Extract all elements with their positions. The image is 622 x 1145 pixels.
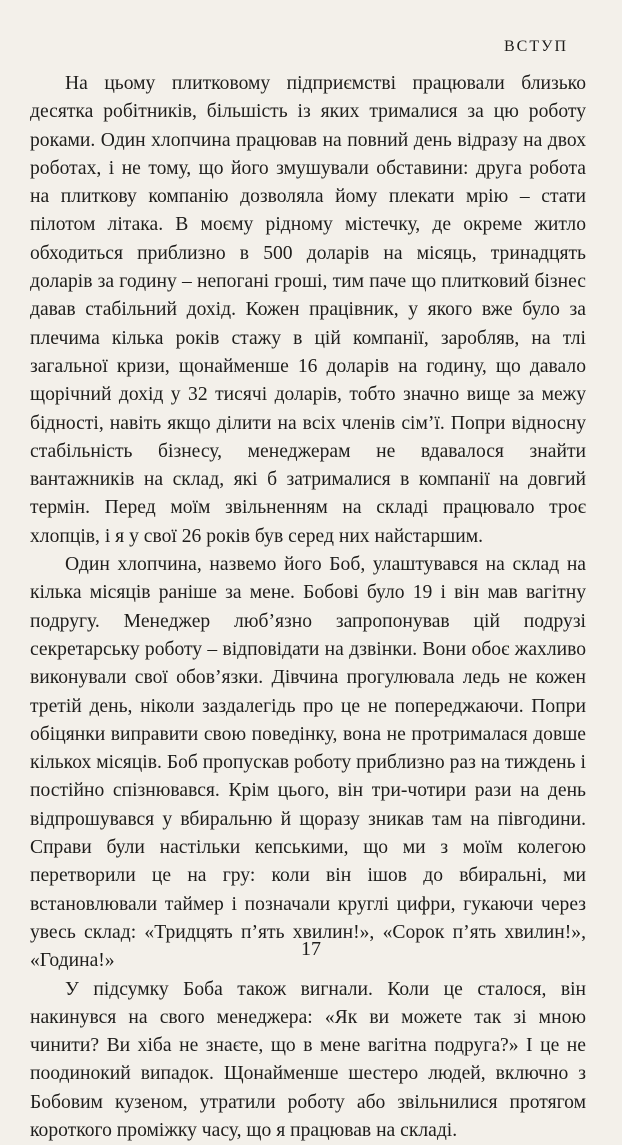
body-text bbox=[30, 70, 586, 1145]
paragraph: Один хлопчина, назвемо його Боб, улаштувався на склад на кілька місяців раніше за мене. Бобові було 19 і він мав вагітну подругу. Менеджер люб’язно запропонував цій подрузі секретарську роботу – відповідати на дзвінки. Вони обоє жахливо виконували свої обов’язки. Дівчина прогулювала ледь не кожен третій день, ніколи заздалегідь про це не попереджаючи. Попри обіцянки виправити свою поведінку, вона не протрималася довше кількох місяців. Боб пропускав роботу приблизно раз на тиждень і постійно спізнювався. Крім цього, він три-чотири рази на день відпрошувався у вбиральню й щоразу зникав там на півгодини. Справи були настільки кепськими, що ми з моїм колегою перетворили це на гру: коли він ішов до вбиральні, ми встановлювали таймер і позначали круглі цифри, гукаючи через увесь склад: «Тридцять п’ять хвилин!», «Сорок п’ять хвилин!», «Година!» bbox=[30, 551, 586, 975]
running-head: ВСТУП bbox=[504, 38, 568, 56]
paragraph: У підсумку Боба також вигнали. Коли це сталося, він накинувся на свого менеджера: «Як ви можете так зі мною чинити? Ви хіба не знаєте, що в мене вагітна подруга?» І це не поодинокий випадок. Щонайменше шестеро людей, включно з Бобовим кузеном, утратили роботу або звільнилися протягом короткого проміжку часу, що я працював на складі. bbox=[30, 976, 586, 1145]
page-number: 17 bbox=[0, 938, 622, 961]
paragraph: На цьому плитковому підприємстві працювали близько десятка робітників, більшість із яких трималися за цю роботу роками. Один хлопчина працював на повний день відразу на двох роботах, і не тому, що його змушували обставини: друга робота на плиткову компанію дозволяла йому плекати мрію – стати пілотом літака. В моєму рідному містечку, де окреме житло обходиться приблизно в 500 доларів на місяць, тринадцять доларів за годину – непогані гроші, тим паче що плитковий бізнес давав стабільний дохід. Кожен працівник, у якого вже було за плечима кілька років стажу в цій компанії, заробляв, на тлі загальної кризи, щонайменше 16 доларів на годину, що давало щорічний дохід у 32 тисячі доларів, тобто значно вище за межу бідності, навіть якщо ділити на всіх членів сім’ї. Попри відносну стабільність бізнесу, менеджерам не вдавалося знайти вантажників на склад, які б затрималися в компанії на довгий термін. Перед моїм звільненням на складі працювало троє хлопців, і я у свої 26 років був серед них найстаршим. bbox=[30, 70, 586, 551]
